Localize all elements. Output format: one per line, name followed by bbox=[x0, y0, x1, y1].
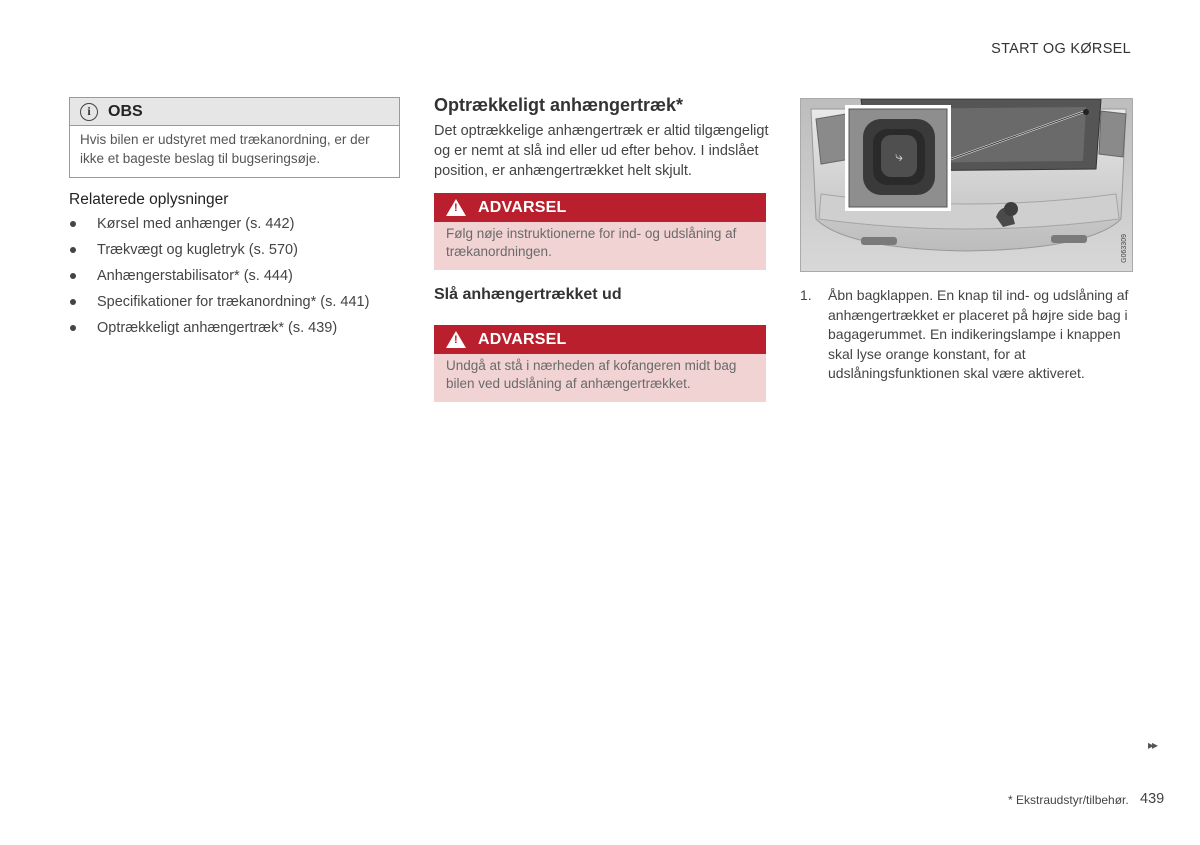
warning-box bbox=[434, 193, 766, 270]
step-text: Åbn bagklappen. En knap til ind- og udslåning af anhængertrækket er placeret på højre side bag i bagagerummet. En indikeringslampe i knappen skal lyse orange konstant, for at udslåningsfunktionen skal være aktiveret. bbox=[828, 287, 1129, 381]
related-link-text[interactable]: Specifikationer for trækanordning* (s. 441) bbox=[97, 294, 370, 310]
step-number: 1. bbox=[800, 287, 812, 303]
warning-body: Undgå at stå i nærheden af kofangeren midt bag bilen ved udslåning af anhængertrækket. bbox=[434, 354, 766, 402]
warning-body: Følg nøje instruktionerne for ind- og udslåning af trækanordningen. bbox=[434, 222, 766, 270]
bullet-icon bbox=[70, 273, 76, 279]
step-item bbox=[800, 286, 1130, 384]
warning-box bbox=[434, 325, 766, 402]
bullet-icon bbox=[70, 299, 76, 305]
section-header: START OG KØRSEL bbox=[991, 41, 1131, 57]
warning-header bbox=[434, 193, 766, 222]
related-link-text[interactable]: Kørsel med anhænger (s. 442) bbox=[97, 216, 295, 232]
footnote: * Ekstraudstyr/tilbehør. bbox=[1008, 793, 1129, 807]
related-link[interactable] bbox=[69, 237, 369, 263]
related-link[interactable] bbox=[69, 263, 369, 289]
note-header bbox=[70, 98, 399, 126]
warning-triangle-icon: ! bbox=[446, 199, 466, 216]
subsection-title: Slå anhængertrækket ud bbox=[434, 286, 622, 303]
related-link[interactable] bbox=[69, 289, 369, 315]
note-title: OBS bbox=[108, 102, 143, 120]
page-number: 439 bbox=[1140, 791, 1165, 807]
related-list bbox=[69, 211, 369, 341]
section-title: Optrækkeligt anhængertræk* bbox=[434, 95, 684, 115]
note-body: Hvis bilen er udstyret med trækanordning, er der ikke et bageste beslag til bugseringsøje. bbox=[80, 132, 370, 166]
continue-arrows-icon: ▸▸ bbox=[1148, 738, 1157, 752]
related-link-text[interactable]: Anhængerstabilisator* (s. 444) bbox=[97, 268, 293, 284]
tow-bar-illustration bbox=[800, 98, 1133, 272]
related-link-text[interactable]: Trækvægt og kugletryk (s. 570) bbox=[97, 242, 298, 258]
bullet-icon bbox=[70, 221, 76, 227]
related-link[interactable] bbox=[69, 315, 369, 341]
warning-title: ADVARSEL bbox=[478, 330, 567, 348]
bullet-icon bbox=[70, 247, 76, 253]
warning-triangle-icon: ! bbox=[446, 331, 466, 348]
warning-header bbox=[434, 325, 766, 354]
note-box bbox=[69, 97, 400, 178]
related-heading: Relaterede oplysninger bbox=[69, 191, 229, 208]
section-intro: Det optrækkelige anhængertræk er altid tilgængeligt og er nemt at slå ind eller ud efter behov. I indslået position, er anhængertrækket helt skjult. bbox=[434, 123, 769, 179]
bullet-icon bbox=[70, 325, 76, 331]
info-icon: i bbox=[80, 103, 98, 121]
car-rear-illustration bbox=[801, 99, 1133, 272]
related-link[interactable] bbox=[69, 211, 369, 237]
figure-code: G063309 bbox=[1121, 234, 1128, 263]
svg-text:⤷: ⤷ bbox=[895, 149, 903, 165]
related-link-text[interactable]: Optrækkeligt anhængertræk* (s. 439) bbox=[97, 320, 338, 336]
warning-title: ADVARSEL bbox=[478, 198, 567, 216]
